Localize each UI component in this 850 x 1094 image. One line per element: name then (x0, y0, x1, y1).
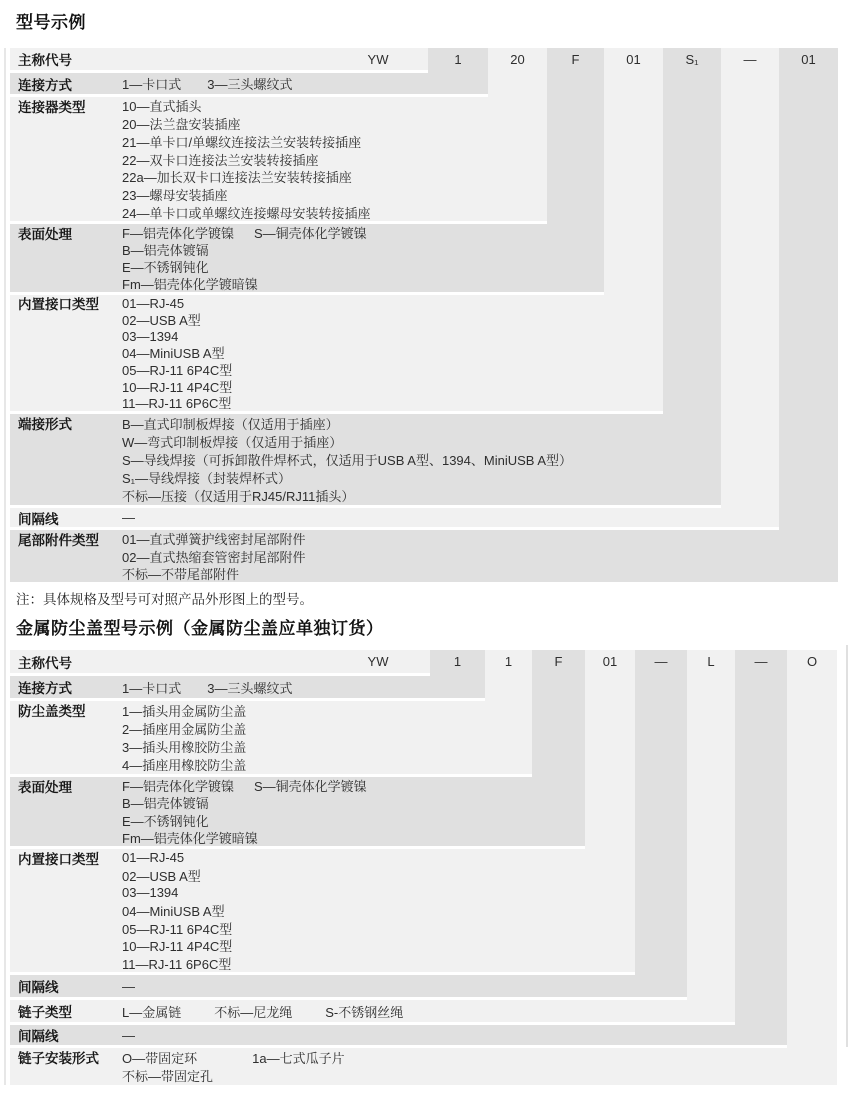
description-item: 24—单卡口或单螺纹连接螺母安装转接插座 (122, 205, 371, 221)
description-item: 不标—压接（仅适用于RJ45/RJ11插头） (122, 489, 355, 505)
table2-description-line (122, 849, 184, 867)
table2-description-line (122, 756, 246, 774)
table1-description-line (122, 414, 339, 432)
table1-description-line (122, 132, 361, 150)
table2-description-line (122, 902, 225, 920)
table1-description-line (122, 312, 201, 329)
table1-row-band-4 (10, 295, 604, 411)
table1-code-cell-6: — (743, 51, 757, 67)
description-item: 4—插座用橡胶防尘盖 (122, 758, 247, 774)
table2-description-line (122, 738, 246, 756)
table2-column-stripe-5 (635, 650, 687, 997)
table2-description-line (122, 812, 209, 829)
table2-description-line (122, 1048, 345, 1067)
table1-description-line (122, 241, 209, 258)
table1-model-prefix: YW (367, 51, 389, 67)
table2-row-band-7 (10, 1025, 735, 1045)
description-item: S-不锈钢丝绳 (325, 1004, 404, 1020)
table1-column-stripe-7 (779, 48, 838, 582)
table1-code-cell-2: 20 (510, 51, 525, 67)
description-item: F—铝壳体化学镀镍 (122, 226, 234, 241)
table2-description-line (122, 884, 178, 902)
description-item: Fm—铝壳体化学镀暗镍 (122, 277, 258, 292)
table1-description-line (122, 224, 367, 241)
table1-description-line (122, 186, 227, 204)
table2-description-line (122, 676, 292, 698)
table1-row-label-7: 尾部附件类型 (18, 532, 99, 548)
description-item: S₁—导线焊接（封装焊杯式） (122, 471, 292, 487)
description-item: 05—RJ-11 6P4C型 (122, 921, 233, 937)
table1-description-line (122, 203, 370, 221)
table2-column-stripe-4 (585, 650, 635, 972)
description-item: 02—USB A型 (122, 313, 201, 329)
description-item: B—铝壳体镀镉 (122, 796, 209, 812)
description-item: 04—MiniUSB A型 (122, 903, 225, 919)
description-item: 11—RJ-11 6P6C型 (122, 396, 232, 412)
table2-code-cell-5: — (654, 654, 668, 669)
description-item: 01—RJ-45 (122, 295, 185, 311)
table1-code-cell-3: F (571, 51, 580, 67)
description-item: 22a—加长双卡口连接法兰安装转接插座 (122, 170, 352, 186)
description-item: B—直式印制板焊接（仅适用于插座） (122, 416, 339, 432)
description-item: 2—插座用金属防尘盖 (122, 721, 247, 737)
table2-code-cell-4: 01 (602, 654, 618, 669)
description-item: 3—三头螺纹式 (207, 680, 293, 696)
table2-column-stripe-6 (687, 650, 735, 1022)
description-item: W—弯式印制板焊接（仅适用于插座） (122, 434, 343, 450)
table2-code-cell-1: 1 (453, 654, 462, 669)
table1-description-line (122, 469, 291, 487)
table2-description-line (122, 867, 201, 885)
table2-code-cell-6: L (707, 654, 715, 669)
table2-description-line (122, 701, 246, 719)
table1-description-line (122, 394, 231, 411)
description-item: 1a—七式瓜子片 (252, 1050, 345, 1066)
table2-description-line (122, 829, 258, 846)
table1-description-line (122, 361, 232, 378)
description-item: 21—单卡口/单螺纹连接法兰安装转接插座 (122, 134, 362, 150)
table1-header-label: 主称代号 (18, 53, 72, 68)
table2-row-band-5 (10, 975, 635, 997)
table1-code-cell-5: S₁ (685, 51, 699, 67)
description-item: 不标—带固定孔 (122, 1069, 214, 1085)
description-item: 1—插头用金属防尘盖 (122, 703, 247, 719)
table2-code-cell-8: O (806, 654, 818, 669)
description-item: 1—卡口式 (122, 680, 182, 696)
description-item: 11—RJ-11 6P6C型 (122, 956, 232, 972)
description-item: B—铝壳体镀镉 (122, 243, 209, 258)
table2-description-line (122, 719, 246, 737)
description-item: 不标—尼龙绳 (214, 1004, 293, 1020)
table1-description-line (122, 530, 305, 547)
table1-description-line (122, 168, 352, 186)
description-item: — (122, 1027, 135, 1043)
table2-row-label-8: 链子安装形式 (18, 1051, 99, 1067)
table1-row-label-5: 端接形式 (18, 417, 72, 433)
description-item: 01—RJ-45 (122, 850, 185, 866)
table2-column-stripe-3 (532, 650, 585, 846)
description-item: 3—三头螺纹式 (207, 77, 293, 92)
table2-description-line (122, 777, 367, 794)
table1-description-line (122, 115, 240, 133)
description-item: L—金属链 (122, 1004, 182, 1020)
table1-row-label-1: 连接方式 (18, 77, 72, 93)
table1-column-stripe-4 (604, 48, 663, 411)
table1-description-line (122, 258, 209, 275)
table1-note: 注：具体规格及型号可对照产品外形图上的型号。 (16, 592, 313, 607)
table1-code-cell-1: 1 (454, 51, 462, 67)
table2-row-label-5: 间隔线 (18, 980, 59, 995)
description-item: 10—RJ-11 4P4C型 (122, 379, 233, 395)
description-item: 不标—不带尾部附件 (122, 566, 240, 582)
table1-row-label-4: 内置接口类型 (18, 297, 99, 313)
table1-description-line (122, 547, 305, 564)
description-item: S—铜壳体化学镀镍 (253, 226, 367, 241)
table1-row-label-3: 表面处理 (18, 226, 72, 242)
description-item: 01—直式弹簧护线密封尾部附件 (122, 532, 306, 548)
table2-description-line (122, 937, 232, 955)
section2-title: 金属防尘盖型号示例（金属防尘盖应单独订货） (16, 619, 384, 638)
right-border-line (846, 645, 848, 1047)
table1-row-label-6: 间隔线 (18, 511, 59, 527)
table2-description-line (122, 975, 135, 997)
table1-code-cell-7: 01 (801, 51, 816, 67)
description-item: F—铝壳体化学镀镍 (122, 779, 234, 795)
description-item: — (122, 978, 135, 994)
table2-description-line (122, 1025, 135, 1045)
table1-row-label-2: 连接器类型 (18, 99, 86, 115)
table1-column-stripe-5 (663, 48, 721, 505)
table1-description-line (122, 345, 225, 362)
description-item: 10—直式插头 (122, 99, 202, 115)
table2-header-label: 主称代号 (18, 655, 72, 671)
table1-description-line (122, 295, 184, 312)
table2-description-line (122, 1067, 213, 1086)
table2-column-stripe-7 (735, 650, 787, 1045)
description-item: 22—双卡口连接法兰安装转接插座 (122, 152, 319, 168)
description-item: 02—USB A型 (122, 868, 201, 884)
table2-code-cell-2: 1 (504, 654, 513, 669)
description-item: 20—法兰盘安装插座 (122, 117, 241, 133)
table1-description-line (122, 487, 354, 505)
description-item: 03—1394 (122, 885, 179, 901)
table2-row-label-7: 间隔线 (18, 1029, 59, 1044)
table1-description-line (122, 275, 258, 292)
table1-description-line (122, 508, 135, 527)
table2-row-label-6: 链子类型 (18, 1005, 72, 1020)
description-item: E—不锈钢钝化 (122, 813, 209, 829)
description-item: S—铜壳体化学镀镍 (253, 779, 367, 795)
table1-row-band-6 (10, 508, 721, 527)
table2-row-label-2: 防尘盖类型 (18, 704, 86, 720)
table1-column-stripe-2 (488, 48, 547, 221)
table1-description-line (122, 450, 572, 468)
description-item: S—导线焊接（可拆卸散件焊杯式，仅适用于USB A型、1394、MiniUSB A型） (122, 452, 573, 468)
table2-description-line (122, 954, 231, 972)
table2-row-label-3: 表面处理 (18, 779, 72, 795)
table1-description-line (122, 378, 232, 395)
description-item: 1—卡口式 (122, 77, 182, 92)
table1-description-line (122, 150, 318, 168)
description-item: O—带固定环 (122, 1050, 198, 1066)
left-border-line (4, 48, 6, 1085)
table2-description-line (122, 1000, 403, 1022)
description-item: 3—插头用橡胶防尘盖 (122, 740, 247, 756)
table2-description-line (122, 794, 209, 811)
table1-description-line (122, 328, 178, 345)
table2-row-label-4: 内置接口类型 (18, 851, 99, 867)
table1-description-line (122, 565, 239, 582)
description-item: E—不锈钢钝化 (122, 260, 209, 275)
description-item: 04—MiniUSB A型 (122, 346, 225, 362)
description-item: 03—1394 (122, 328, 179, 344)
table2-description-line (122, 919, 232, 937)
table1-code-cell-4: 01 (626, 51, 641, 67)
table1-header-band (10, 48, 428, 70)
table2-code-cell-3: F (554, 654, 563, 669)
table2-code-cell-7: — (754, 654, 768, 669)
description-item: 10—RJ-11 4P4C型 (122, 939, 233, 955)
table1-column-stripe-6 (721, 48, 779, 527)
description-item: 02—直式热缩套管密封尾部附件 (122, 549, 306, 565)
description-item: 23—螺母安装插座 (122, 187, 228, 203)
description-item: — (122, 510, 135, 525)
table1-column-stripe-3 (547, 48, 604, 292)
description-item: 05—RJ-11 6P4C型 (122, 363, 233, 379)
table2-column-stripe-8 (787, 650, 837, 1085)
table1-description-line (122, 432, 342, 450)
table1-description-line (122, 73, 292, 94)
table2-row-label-1: 连接方式 (18, 681, 72, 696)
description-item: Fm—铝壳体化学镀暗镍 (122, 830, 258, 846)
section1-title: 型号示例 (16, 13, 86, 32)
table2-model-prefix: YW (367, 654, 389, 669)
table1-description-line (122, 97, 201, 115)
